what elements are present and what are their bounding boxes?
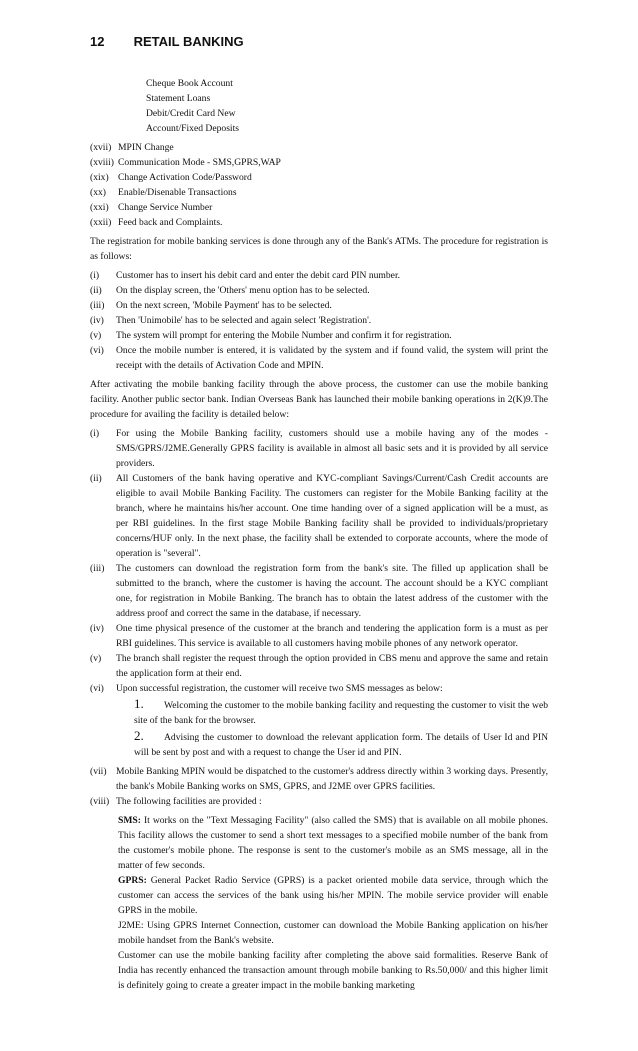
item-number: (iii): [90, 300, 105, 311]
list-item: [90, 328, 548, 343]
sms-description: It works on the "Text Messaging Facility" (also called the SMS) that is available on all mobile phones. This facility allows the customer to send a short text messages to a specified mobile number of the bank from the customer's mobile phone. The response is sent to the customer's mobile as an SMS message, all in the matter of few seconds.: [118, 815, 548, 871]
item-number: (xxii): [90, 217, 112, 228]
list-item: [90, 621, 548, 651]
item-text: MPIN Change: [118, 142, 174, 153]
item-number: (vi): [90, 683, 104, 694]
page-header: [90, 34, 244, 49]
item-number: (iv): [90, 623, 104, 634]
item-number: (i): [90, 270, 100, 281]
registration-steps: [90, 268, 548, 373]
item-number: (ii): [90, 473, 102, 484]
item-text: Communication Mode - SMS,GPRS,WAP: [118, 157, 281, 168]
item-text: Upon successful registration, the customer will receive two SMS messages as below:: [116, 683, 443, 694]
item-number: (xix): [90, 172, 109, 183]
item-text: On the next screen, 'Mobile Payment' has to be selected.: [116, 300, 332, 311]
procedure-list-continued: [90, 764, 548, 809]
item-number: (vii): [90, 766, 107, 777]
sub-item: Cheque Book Account: [146, 78, 233, 89]
message-number: 2.: [134, 728, 144, 743]
item-text: Mobile Banking MPIN would be dispatched to the customer's address directly within 3 working days. Presently, the bank's Mobile Banking works on SMS, GPRS, and J2ME over GPRS facilities.: [116, 766, 548, 792]
list-item: [90, 298, 548, 313]
list-item: [90, 561, 548, 621]
sms-facility: [118, 813, 548, 873]
gprs-facility: [118, 873, 548, 918]
gprs-label: GPRS:: [118, 875, 147, 886]
item-number: (xvii): [90, 142, 112, 153]
item-text: For using the Mobile Banking facility, customers should use a mobile having any of the modes - SMS/GPRS/J2ME.Generally GPRS facility is available in almost all basic sets and it is provided by all service providers.: [116, 428, 548, 469]
item-text: One time physical presence of the customer at the branch and tendering the application form is a must as per RBI guidelines. This service is available to all customers having mobile phones of any network operator.: [116, 623, 548, 649]
closing-paragraph: Customer can use the mobile banking facility after completing the above said formalities. Reserve Bank of India has recently enhanced the transaction amount through mobile banking to Rs.50,000/ and this higher limit is definitely going to create a greater impact in the mobile banking marketing: [118, 950, 548, 991]
message-text: Advising the customer to download the relevant application form. The details of User Id and PIN will be sent by post and with a request to change the User id and PIN.: [134, 732, 548, 758]
list-item: [90, 651, 548, 681]
item-text: Feed back and Complaints.: [118, 217, 223, 228]
sub-item: Debit/Credit Card New: [146, 108, 236, 119]
list-item: [90, 313, 548, 328]
sub-item: Statement Loans: [146, 93, 211, 104]
sms-label: SMS:: [118, 815, 141, 826]
list-item: [90, 268, 548, 283]
page-number: 12: [90, 34, 105, 49]
sms-message: [134, 728, 548, 760]
list-item: [90, 471, 548, 561]
item-number: (v): [90, 653, 102, 664]
item-number: (viii): [90, 796, 110, 807]
paragraph: The registration for mobile banking services is done through any of the Bank's ATMs. The procedure for registration is as follows:: [90, 236, 548, 262]
list-item: [90, 426, 548, 471]
list-item: [90, 140, 548, 155]
list-item: [90, 155, 548, 170]
list-item: [90, 283, 548, 298]
item-number: (iii): [90, 563, 105, 574]
item-text: The customers can download the registration form from the bank's site. The filled up application shall be submitted to the branch, where the customer is having the account. The account should be a KYC compliant one, for registration in Mobile Banking. The branch has to obtain the latest address of the customer with the address proof and correct the same in the database, if necessary.: [116, 563, 548, 619]
item-text: The following facilities are provided :: [116, 796, 262, 807]
list-item: [90, 794, 548, 809]
chapter-title: RETAIL BANKING: [133, 34, 244, 49]
item-number: (i): [90, 428, 100, 439]
menu-list: [90, 140, 548, 230]
list-item: [90, 764, 548, 794]
sms-message-list: [90, 696, 548, 760]
item-text: Change Service Number: [118, 202, 213, 213]
item-number: (xxi): [90, 202, 109, 213]
item-text: Once the mobile number is entered, it is validated by the system and if found valid, the system will print the receipt with the details of Activation Code and MPIN.: [116, 345, 548, 371]
list-item: [90, 343, 548, 373]
item-text: Then 'Unimobile' has to be selected and again select 'Registration'.: [116, 315, 372, 326]
item-number: (xviii): [90, 157, 114, 168]
list-item: [90, 170, 548, 185]
item-text: The system will prompt for entering the Mobile Number and confirm it for registration.: [116, 330, 452, 341]
procedure-list: [90, 426, 548, 696]
sub-item-list: [90, 76, 548, 136]
item-text: Enable/Disenable Transactions: [118, 187, 237, 198]
item-text: Change Activation Code/Password: [118, 172, 252, 183]
item-text: All Customers of the bank having operative and KYC-compliant Savings/Current/Cash Credit accounts are eligible to avail Mobile Banking Facility. The customers can register for the Mobile Banking facility at the branch, where he maintains his/her account. One time handing over of a signed application will be a must, as per RBI guidelines. In the first stage Mobile Banking facility shall be provided to individuals/proprietary concerns/HUF only. In the next phase, the facility shall be extended to corporate accounts, where the mode of operation is "several".: [116, 473, 548, 559]
list-item: [90, 185, 548, 200]
j2me-facility: J2ME: Using GPRS Internet Connection, customer can download the Mobile Banking application on his/her mobile handset from the Bank's website.: [118, 920, 548, 946]
item-text: On the display screen, the 'Others' menu option has to be selected.: [116, 285, 370, 296]
list-item: [90, 215, 548, 230]
list-item: [90, 200, 548, 215]
facilities-section: [90, 813, 548, 993]
item-text: The branch shall register the request through the option provided in CBS menu and approve the same and retain the application form at their end.: [116, 653, 548, 679]
item-number: (iv): [90, 315, 104, 326]
message-text: Welcoming the customer to the mobile banking facility and requesting the customer to visit the web site of the bank for the browser.: [134, 700, 548, 726]
message-number: 1.: [134, 696, 144, 711]
sms-message: [134, 696, 548, 728]
item-text: Customer has to insert his debit card and enter the debit card PIN number.: [116, 270, 401, 281]
list-item: [90, 681, 548, 696]
gprs-description: General Packet Radio Service (GPRS) is a packet oriented mobile data service, through which the customer can access the services of the bank using his/her MPIN. The mobile service provider will enable GPRS in the mobile.: [118, 875, 549, 916]
item-number: (v): [90, 330, 102, 341]
item-number: (xx): [90, 187, 106, 198]
item-number: (vi): [90, 345, 104, 356]
item-number: (ii): [90, 285, 102, 296]
paragraph: After activating the mobile banking facility through the above process, the customer can use the mobile banking facility. Another public sector bank. Indian Overseas Bank has launched their mobile banking operations in 2(K)9.The procedure for availing the facility is detailed below:: [90, 379, 548, 420]
sub-item: Account/Fixed Deposits: [146, 123, 239, 134]
page-body: [90, 76, 548, 993]
